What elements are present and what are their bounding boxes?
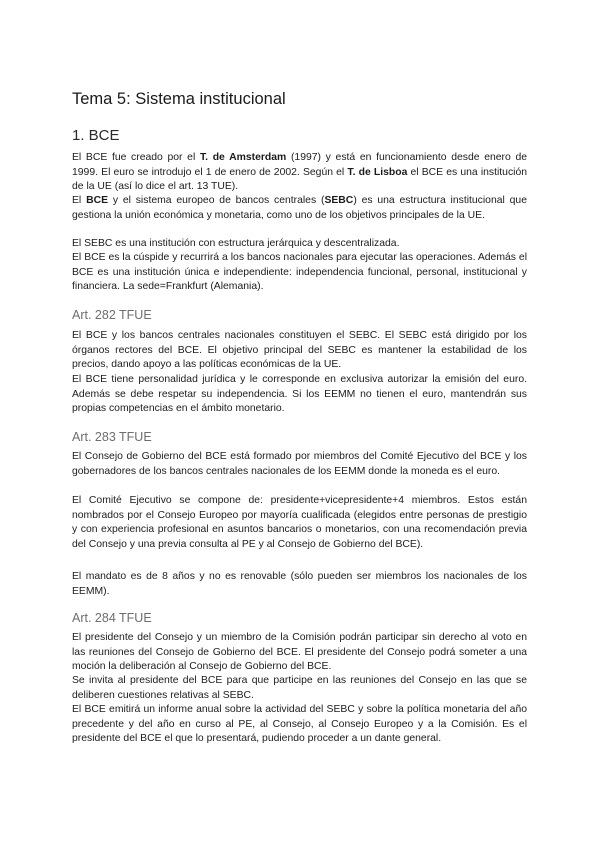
art-282-paragraph-1: El BCE y los bancos centrales nacionales constituyen el SEBC. El SEBC está dirigido por los órganos rectores del BCE. El objetivo principal del SEBC es mantener la estabilidad de los precios, dando apoyo a las políticas económicas de la UE. (72, 330, 527, 371)
bce-paragraph-3: El SEBC es una institución con estructura jerárquica y descentralizada. (72, 238, 400, 249)
section-heading-bce: 1. BCE (72, 127, 120, 144)
section-heading-art-283: Art. 283 TFUE (72, 430, 152, 444)
document-title: Tema 5: Sistema institucional (72, 90, 286, 108)
art-283-paragraph-3: El mandato es de 8 años y no es renovable (sólo pueden ser miembros los nacionales de los EEMM). (72, 571, 527, 597)
art-282-paragraph-2: El BCE tiene personalidad jurídica y le corresponde en exclusiva autorizar la emisión del euro. Además se debe respetar su independencia. Si los EEMM no tienen el euro, mantendrán sus propias competencias en el ámbito monetario. (72, 374, 527, 415)
section-heading-art-282: Art. 282 TFUE (72, 308, 152, 322)
art-284-paragraph-1: El presidente del Consejo y un miembro de la Comisión podrán participar sin derecho al voto en las reuniones del Consejo de Gobierno del BCE. El presidente del Consejo podrá someter a una moción la deliberación al Consejo de Gobierno del BCE. (72, 632, 527, 673)
art-283-paragraph-2: El Comité Ejecutivo se compone de: presidente+vicepresidente+4 miembros. Estos están nombrados por el Consejo Europeo por mayoría cualificada (elegidos entre personas de prestigio y con experiencia profesional en asuntos bancarios o monetarios, con una recomendación previa del Consejo y una previa consulta al PE y al Consejo de Gobierno del BCE). (72, 495, 527, 550)
art-284-paragraph-2: Se invita al presidente del BCE para que participe en las reuniones del Consejo en las que se deliberen cuestiones relativas al SEBC. (72, 675, 527, 701)
bce-paragraph-4: El BCE es la cúspide y recurrirá a los bancos nacionales para ejecutar las operaciones. Además el BCE es una institución única e independiente: independencia funcional, personal, institucional y financiera. La sede=Frankfurt (Alemania). (72, 252, 527, 293)
art-284-paragraph-3: El BCE emitirá un informe anual sobre la actividad del SEBC y sobre la política monetaria del año precedente y del año en curso al PE, al Consejo, al Consejo Europeo y a la Comisión. Es el presidente del BCE el que lo presentará, pudiendo proceder a un dante general. (72, 704, 527, 745)
bce-paragraph-2: El BCE y el sistema europeo de bancos centrales (SEBC) es una estructura institucional que gestiona la unión económica y monetaria, como uno de los objetivos principales de la UE. (72, 195, 527, 221)
section-heading-art-284: Art. 284 TFUE (72, 611, 152, 625)
bce-paragraph-1: El BCE fue creado por el T. de Amsterdam (1997) y está en funcionamiento desde enero de 1999. El euro se introdujo el 1 de enero de 2002. Según el T. de Lisboa el BCE es una institución de la UE (así lo dice el art. 13 TUE). (72, 152, 528, 193)
art-283-paragraph-1: El Consejo de Gobierno del BCE está formado por miembros del Comité Ejecutivo del BCE y los gobernadores de los bancos centrales nacionales de los EEMM donde la moneda es el euro. (72, 451, 527, 477)
